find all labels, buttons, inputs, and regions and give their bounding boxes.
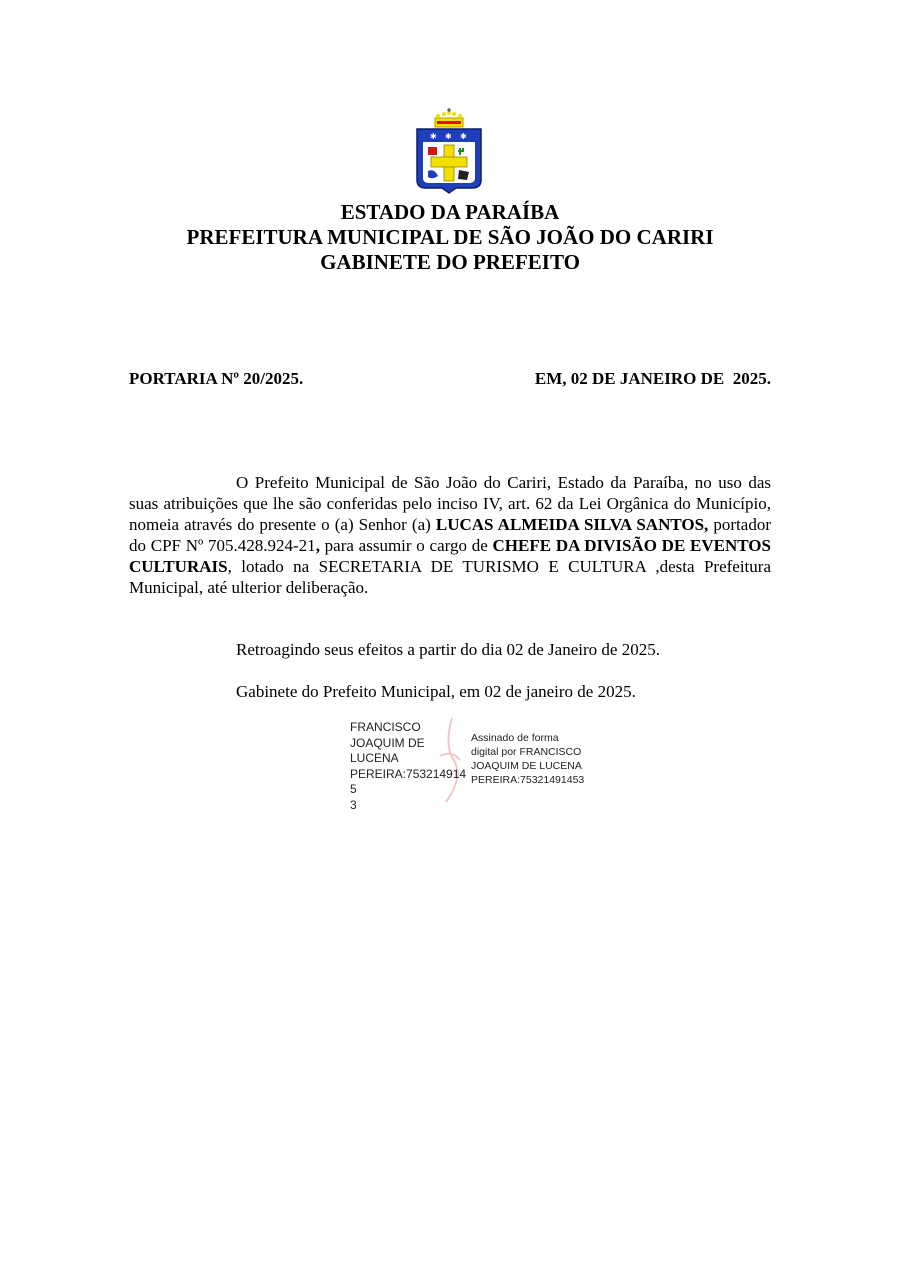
paragraph-comma: ,	[315, 536, 320, 555]
paragraph-text: para assumir o cargo de	[319, 536, 493, 555]
signer-line: LUCENA	[350, 751, 399, 765]
signer-name	[350, 720, 470, 813]
signature-info-line: PEREIRA:75321491453	[471, 774, 585, 786]
portaria-number: PORTARIA Nº 20/2025.	[129, 369, 304, 388]
digital-signature	[350, 720, 610, 810]
header-office: GABINETE DO PREFEITO	[320, 250, 580, 274]
signer-line: PEREIRA:7532149145	[350, 766, 467, 796]
paragraph-text: , lotado na SECRETARIA DE TURISMO E CULTURA ,desta Prefeitura Municipal, até ulterior deliberação.	[129, 557, 771, 597]
signature-info-line: JOAQUIM DE LUCENA	[471, 760, 582, 772]
appointee-name: LUCAS ALMEIDA SILVA SANTOS,	[435, 515, 709, 534]
municipal-coat-of-arms-icon	[414, 108, 484, 194]
signature-info-line: digital por FRANCISCO	[471, 746, 582, 758]
header-state: ESTADO DA PARAÍBA	[340, 200, 560, 224]
svg-text:✱: ✱	[445, 132, 452, 141]
signer-line: JOAQUIM DE	[350, 735, 425, 750]
svg-text:✱: ✱	[460, 132, 467, 141]
signature-info	[471, 731, 601, 787]
header-municipality: PREFEITURA MUNICIPAL DE SÃO JOÃO DO CARIRI	[186, 225, 714, 249]
signer-line: 3	[350, 797, 357, 812]
portaria-date: EM, 02 DE JANEIRO DE 2025.	[534, 369, 771, 388]
signer-line: FRANCISCO	[350, 720, 421, 734]
appointed-role: CHEFE DA DIVISÃO DE EVENTOS CULTURAIS	[129, 536, 771, 576]
appointment-paragraph	[129, 472, 771, 598]
signature-info-line: Assinado de forma	[471, 732, 559, 744]
svg-text:✱: ✱	[430, 132, 437, 141]
closing-line: Gabinete do Prefeito Municipal, em 02 de janeiro de 2025.	[236, 682, 636, 701]
paragraph-text: O Prefeito Municipal de São João do Cariri, Estado da Paraíba, no uso das suas atribuições que lhe são conferidas pelo inciso IV, art. 62 da Lei Orgânica do Município, nomeia através do presente o (a) Senhor (a)	[129, 473, 771, 534]
paragraph-text: portador do CPF Nº 705.428.924-21	[129, 515, 771, 555]
retroactive-clause: Retroagindo seus efeitos a partir do dia 02 de Janeiro de 2025.	[236, 640, 660, 659]
